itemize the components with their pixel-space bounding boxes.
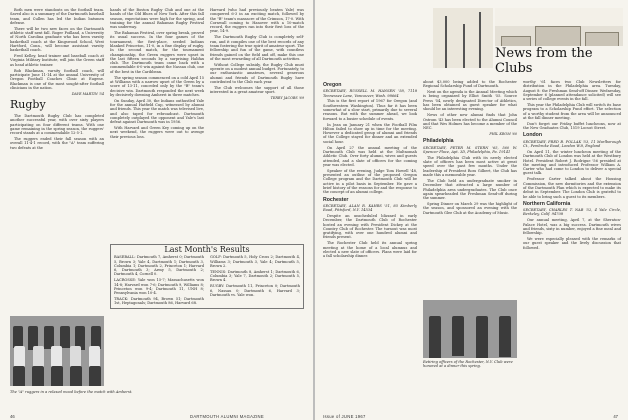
- secretary-line: SECRETARY, ALAN R. KAHRS '51, 85 Kimberly Road, Pittsford, N.Y. 14534: [323, 203, 417, 213]
- paragraph: Without College subsidy, the Rugby Club must operate on a modest annual budget. Fortunately, to our enthusiastic amateurs, several generous alumni and friends of Dartmouth Rugby have contributed to the Club each year.: [210, 62, 304, 84]
- photo-caption: The "A" ruggers in a relaxed mood before the match with Amherst.: [10, 390, 133, 394]
- paragraph: There will be two new faces on the Dartmouth athletic staff next fall. Roger Poilland, a University of North Carolina graduate who has been varsity basketball coach at the Kingswood School, West Hartford, Conn., will become assistant varsity basketball coach.: [10, 26, 104, 53]
- left-column-1: [10, 8, 104, 152]
- photo-caption: Retiring officers of the Rochester, N.Y. Club were honored at a dinner this spring.: [423, 360, 513, 368]
- paragraph: The Club welcomes the support of all those interested in a great amateur sport.: [210, 85, 304, 95]
- paragraph: Next on the agenda is the Annual Meeting which is being organized by Elliot Smith '55. Source Press '54, newly designated Director of Athletics, has been obtained as guest speaker for what should be an interesting evening.: [423, 90, 517, 112]
- paragraph: about $3,000 being added to the Rochester Regional Scholarship Fund of Dartmouth.: [423, 80, 517, 89]
- byline: DAVE MARTIN '54: [71, 91, 104, 96]
- paragraph: hands of the Boston Rugby Club and one at the hands of the Old Blues of New York. After this fall season, expectations were high for the spring, and training for the annual Bahamas Rugby Festival was underway.: [110, 8, 204, 30]
- paragraph: Bob Blackman, varsity football coach, will participate June 11-14 at the annual University of Oregon Football Coaches Clinic at Eugene. Blackman is one of the most sought-after football clinicians in the nation.: [10, 68, 104, 90]
- right-column-1: [323, 80, 417, 260]
- paragraph: This year the Philadelphia Club will switch its base program to a Scholarship Fund effort. The selection of a worthy student from the area will be announced at the fall dinner meeting.: [523, 103, 621, 120]
- club-sketch-illustration: [433, 8, 493, 68]
- paragraph: In Jean on January 21 when the Football Film Hilton failed to show up in time for the meeting. However a dedicated group of alumni and friends of the College stayed for dinner and an extended social hour.: [323, 122, 417, 144]
- right-page: [315, 0, 628, 420]
- page-number: 46: [10, 414, 15, 419]
- paragraph: Professor Carter talked about the Housing Commission, the new dormitories and the extension of the Dartmouth Plan which is expected to make its debut in September. The London Club is grateful to be able to bring such a guest to its members.: [523, 177, 621, 199]
- paragraph: The Dartmouth Rugby Club is completely self-run, and it compiles one of the best records of any team fostering the true spirit of amateur sport. The fellowship and fun of the game, with countless friends gained on the field and off, make this one of the most rewarding of all Dartmouth activities.: [210, 35, 304, 61]
- secretary-line: SECRETARY, RUSSELL M. HANSEN '58, 7118 Tennessee Lane, Vancouver, Wash. 98664: [323, 89, 417, 98]
- paragraph: This is the first report of 1967 for Oregon (and Southwestern Washington). Thus far it has been somewhat of a slow start, primarily due to several reasons. But with the summer ahead, we look forward to a busier schedule of events.: [323, 99, 417, 121]
- results-box: [110, 240, 304, 309]
- paragraph: On Sunday, April 30, the Indians outhustled Yale for the annual Hatfield Cup, witnessed by alumni and friends. This year the match was televised live, and also taped for rebroadcast. Dartmouth completely outplayed the opponent and Yale's last defeat against Dartmouth was in 1956.: [110, 98, 204, 125]
- right-column-3: [523, 80, 621, 252]
- byline: PHIL KROM '60: [489, 132, 517, 137]
- paragraph: worthy '61 faces two Club Newsletters for distribution in the Philadelphia area. Tuesday, August 8: the Freshman Send-off Dinner. Wednesday, September 6 (planned attendance solicited) will see a series of college events in the fall.: [523, 80, 621, 102]
- left-column-2: [110, 8, 204, 141]
- paragraph: News of other new alumni finds that John Ostrom '43 has been elected to the Alumni Council and that Wes Holmes has become a member of the NEC.: [423, 113, 517, 131]
- paragraph: The ruggers ended their fall season with an overall 11-4-1 record, with the "A" team suffering two defeats at the: [10, 137, 104, 150]
- secretary-line: SECRETARY, FRED B. POLLAK '53, 11 Marlborough Ct., Pembroke Road, London W.8, England: [523, 139, 621, 149]
- paragraph: Despite an unscheduled blizzard in early December, the Dartmouth Club of Rochester hosted an evening with President Dickey at the Country Club of Rochester. The turnout was most gratifying, with over one hundred alumni and friends present.: [323, 213, 417, 240]
- northern-california-heading: Northern California: [523, 200, 571, 207]
- secretary-line: SECRETARY, CHARLES T. NAB '52, 4 Yale Circle, Berkeley, Calif. 94708: [523, 208, 621, 217]
- paragraph: Both men were standouts on the football team. Saved also is a summary of the Dartmouth baseball team, and Cullen has led the Indian batsmen defense.: [10, 8, 104, 25]
- paragraph: On April 27 the annual meeting of the Dartmouth Club was held at the Multnomah Athletic Club. Over forty alumni, wives and guests attended, and a slate of officers for the coming year was elected.: [323, 145, 417, 167]
- magazine-name: DARTMOUTH ALUMNI MAGAZINE: [190, 414, 264, 419]
- left-column-3: [210, 8, 304, 102]
- paragraph: With Harvard and Green Key coming up on the next weekend, the ruggers were out to avenge their previous loss.: [110, 126, 204, 139]
- result-entry: BASEBALL: Dartmouth 7, Amherst 0; Dartmouth 5, Brown 3; Yale 4, Dartmouth 1; Dartmouth 3, Columbia 1; Dartmouth 2, Princeton 1; Harvard 6, Dartmouth 3; Army 5, Dartmouth 2; Dartmouth 4, Cornell 0.: [114, 255, 204, 277]
- paragraph: Harvard (who had previously beaten Yale) was conquered 6-3 in an exciting match, followed by the "B" team's massacre of the Crimson, 17-0. With Cornwall coming to Hanover with a 10-match record, the ruggers ran into their first loss of the year, 14-9.: [210, 8, 304, 34]
- issue-label: Issue of JUNE 1967: [323, 414, 366, 419]
- paragraph: Our annual meeting, April 7, at the Sheraton-Palace Hotel, was a big success. Dartmouth wives and friends, sixty in number, enjoyed a fine meal and fellowship.: [523, 218, 621, 236]
- paragraph: Fred Kelley, head trainer and baseball coach at Virginia Military Institute, will join the Green staff as head athletic trainer.: [10, 54, 104, 67]
- left-page: [0, 0, 313, 420]
- philadelphia-heading: Philadelphia: [423, 138, 454, 145]
- result-entry: TENNIS: Dartmouth 8, Amherst 1; Dartmouth 6, Columbia 3; Yale 7, Dartmouth 2; Dartmouth 5, Brown 4.: [210, 269, 300, 283]
- results-title: Last Month's Results: [164, 245, 250, 254]
- result-entry: GOLF: Dartmouth 5, Holy Cross 2; Dartmouth 4, Williams 3; Dartmouth 3, Yale 4; Dartmouth 5, Brown 2.: [210, 255, 300, 268]
- paragraph: The Philadelphia Club with its newly elected slate of officers has been most active at great speed over the past few months. Under the leadership of President Ross Gilbert, the Club has made this a memorable year.: [423, 155, 517, 178]
- secretary-line: SECRETARY, PETER M. STERN '65, 560 W. Spencer Place, Apt. 3D, Philadelphia, Pa. 19141: [423, 145, 517, 154]
- paragraph: The Bahamas Festival, over spring break, proved its usual success. In the four games of the tournament, the first-place, seeded Indians blanked Princeton, 11-0, in a fine display of rugby. In the second match, for the tournament championship, the Green ruggers were upset in the last fifteen seconds by a surprising Halifax club. The Dartmouth team came back with a commendable 6-0 win against the Nassau club, one of the best in the Caribbean.: [110, 31, 204, 74]
- paragraph: The Club held an undergraduate smoker in December that attracted a large number of Philadelphia area undergraduates. The Club once again spearheaded the Freshman Send-off during the summer.: [423, 178, 517, 201]
- rochester-heading: Rochester: [323, 196, 349, 203]
- paragraph: Don't forget our Friday buffet luncheons, now at the New Graduates Club, 1519 Locust Street.: [523, 121, 621, 131]
- byline: TERRY JACOBS '69: [270, 96, 304, 101]
- result-entry: RUGBY: Dartmouth 11, Princeton 0; Dartmouth 6, Nassau 0; Dartmouth 6, Harvard 3; Dartmouth vs. Yale won.: [210, 284, 300, 297]
- right-column-2: [423, 80, 517, 216]
- paragraph: The Rochester Club held its annual spring meeting at the home of a local alumnus and elected a new slate of officers. Plans were laid for a fall scholarship dinner.: [323, 241, 417, 259]
- club-officers-photo: [423, 300, 517, 358]
- section-title: News from the Clubs: [495, 46, 625, 76]
- paragraph: The spring season commenced on a cold April 15 at Williams with a narrow upset of the Green by a score of 13-11, conceded only by the "B" team's decisive win. Dartmouth responded the next week by decisively downing Amherst in three matches.: [110, 75, 204, 97]
- result-entry: TRACK: Dartmouth 94, Brown 51; Dartmouth 1st, Heptagonals; Dartmouth 86, Harvard 68.: [114, 297, 204, 306]
- paragraph: We were especially pleased with the remarks of our guest speaker and the lively discussion that followed.: [523, 237, 621, 250]
- paragraph: Speaker of the evening, Judge Tom Howell '48, presented an outline of the proposed Oregon College program and the Dartmouth Club will be active in a pilot basis in September. He gave a brief history of the reasons for and the response to the concept of an alumni college.: [323, 168, 417, 195]
- london-heading: London: [523, 132, 543, 139]
- paragraph: The Dartmouth Rugby Club has completed another successful year, with over sixty players participating on four different teams. With one game remaining in the spring season, the ruggers' record stands at a commendable 12-5-1.: [10, 114, 104, 136]
- rugby-team-photo: [10, 316, 104, 386]
- rugby-heading: Rugby: [10, 98, 46, 112]
- paragraph: On April 11, the winter luncheon meeting of the Dartmouth Club of London was held at the Westbury Hotel. President Robert J. Rodrigue '56 presided at the meeting and introduced Professor William A. Carter who had come to London to deliver a special guest talk.: [523, 149, 621, 176]
- paragraph: Spring Dinner on March 29 was the highlight of the season, and sponsored an evening with the Dartmouth Glee Club at the Academy of Music.: [423, 201, 517, 215]
- oregon-heading: Oregon: [323, 82, 342, 88]
- page-number: 47: [613, 414, 618, 419]
- result-entry: LACROSSE: Yale won 15-7; Massachusetts won 14-8; Harvard won 7-6; Dartmouth 9, Williams 8; Princeton won 9-4; Dartmouth 11, UNH 8; Pennsylvania won 10-4.: [114, 278, 204, 296]
